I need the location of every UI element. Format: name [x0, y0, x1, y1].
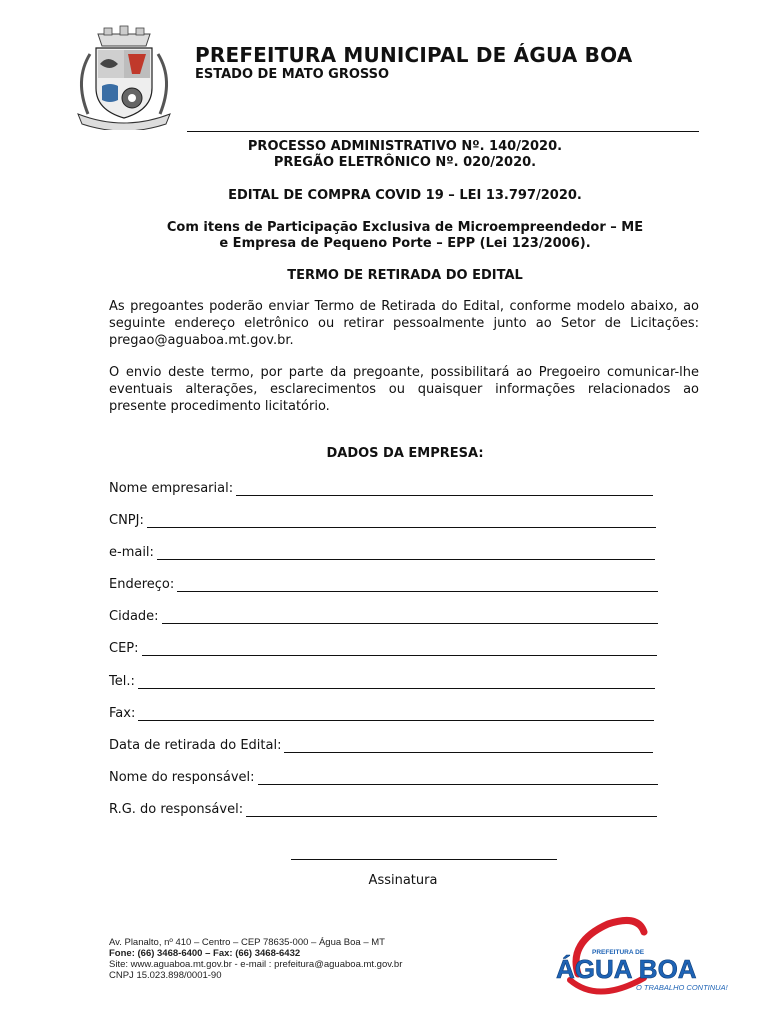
pregao-number: PREGÃO ELETRÔNICO Nº. 020/2020.: [273, 155, 537, 170]
logo-main-text: ÁGUA BOA: [556, 954, 697, 984]
fill-line[interactable]: [246, 804, 657, 817]
field-cidade[interactable]: [109, 606, 658, 624]
field-label: Cidade:: [109, 609, 159, 624]
signature-label: Assinatura: [368, 873, 438, 888]
fill-line[interactable]: [162, 611, 658, 624]
page-title: PREFEITURA MUNICIPAL DE ÁGUA BOA: [195, 43, 633, 67]
field-tel[interactable]: [109, 671, 655, 689]
agua-boa-logo-icon: [548, 912, 728, 1002]
field-rg-responsavel[interactable]: [109, 799, 657, 817]
form-title: DADOS DA EMPRESA:: [326, 446, 484, 461]
agua-boa-logo: [548, 912, 728, 1002]
footer-line-phone: Fone: (66) 3468-6400 – Fax: (66) 3468-6432: [109, 948, 301, 959]
field-data-retirada[interactable]: [109, 735, 653, 753]
paragraph-notice: O envio deste termo, por parte da pregoante, possibilitará ao Pregoeiro comunicar-lhe eventuais alterações, esclarecimentos ou quaisquer informações relacionados ao presente procedimento licitatório.: [109, 365, 699, 414]
field-label: Nome do responsável:: [109, 770, 255, 785]
fill-line[interactable]: [138, 676, 655, 689]
footer-address: [109, 937, 402, 981]
exclusive-line-2: e Empresa de Pequeno Porte – EPP (Lei 123/2006).: [219, 236, 591, 251]
fill-line[interactable]: [142, 643, 657, 656]
field-cep[interactable]: [109, 638, 657, 656]
termo-heading: TERMO DE RETIRADA DO EDITAL: [287, 268, 523, 283]
footer-line-site: Site: www.aguaboa.mt.gov.br - e-mail : prefeitura@aguaboa.mt.gov.br: [109, 959, 403, 970]
paragraph-instructions: As pregoantes poderão enviar Termo de Retirada do Edital, conforme modelo abaixo, ao seguinte endereço eletrônico ou retirar pessoalmente junto ao Setor de Licitações: pregao@aguaboa.mt.gov.br.: [109, 299, 699, 348]
fill-line[interactable]: [284, 740, 653, 753]
field-label: CEP:: [109, 641, 139, 656]
field-label: Fax:: [109, 706, 136, 721]
field-label: CNPJ:: [109, 513, 144, 528]
fill-line[interactable]: [147, 515, 656, 528]
exclusive-line-1: Com itens de Participação Exclusiva de Microempreendedor – ME: [166, 220, 644, 235]
logo-tagline: O TRABALHO CONTINUA!: [636, 983, 728, 992]
field-cnpj[interactable]: [109, 510, 656, 528]
field-nome-empresarial[interactable]: [109, 478, 653, 496]
field-label: Nome empresarial:: [109, 481, 234, 496]
field-email[interactable]: [109, 542, 655, 560]
fill-line[interactable]: [177, 579, 658, 592]
field-label: Endereço:: [109, 577, 175, 592]
header-divider: [187, 131, 699, 132]
signature-line[interactable]: [291, 859, 557, 860]
field-fax[interactable]: [109, 703, 654, 721]
fill-line[interactable]: [258, 772, 658, 785]
field-nome-responsavel[interactable]: [109, 767, 658, 785]
process-number: PROCESSO ADMINISTRATIVO Nº. 140/2020.: [247, 139, 563, 154]
field-label: Tel.:: [109, 674, 135, 689]
fill-line[interactable]: [236, 483, 653, 496]
fill-line[interactable]: [157, 547, 655, 560]
page-subtitle: ESTADO DE MATO GROSSO: [195, 67, 390, 82]
fill-line[interactable]: [138, 708, 654, 721]
field-label: R.G. do responsável:: [109, 802, 244, 817]
edital-heading: EDITAL DE COMPRA COVID 19 – LEI 13.797/2020.: [228, 188, 582, 203]
field-label: Data de retirada do Edital:: [109, 738, 282, 753]
footer-line-address: Av. Planalto, nº 410 – Centro – CEP 78635-000 – Água Boa – MT: [109, 937, 385, 948]
coat-of-arms-icon: [70, 24, 178, 130]
logo-top-text: PREFEITURA DE: [592, 949, 645, 956]
footer-line-cnpj: CNPJ 15.023.898/0001-90: [109, 970, 222, 981]
field-label: e-mail:: [109, 545, 154, 560]
field-endereco[interactable]: [109, 574, 658, 592]
